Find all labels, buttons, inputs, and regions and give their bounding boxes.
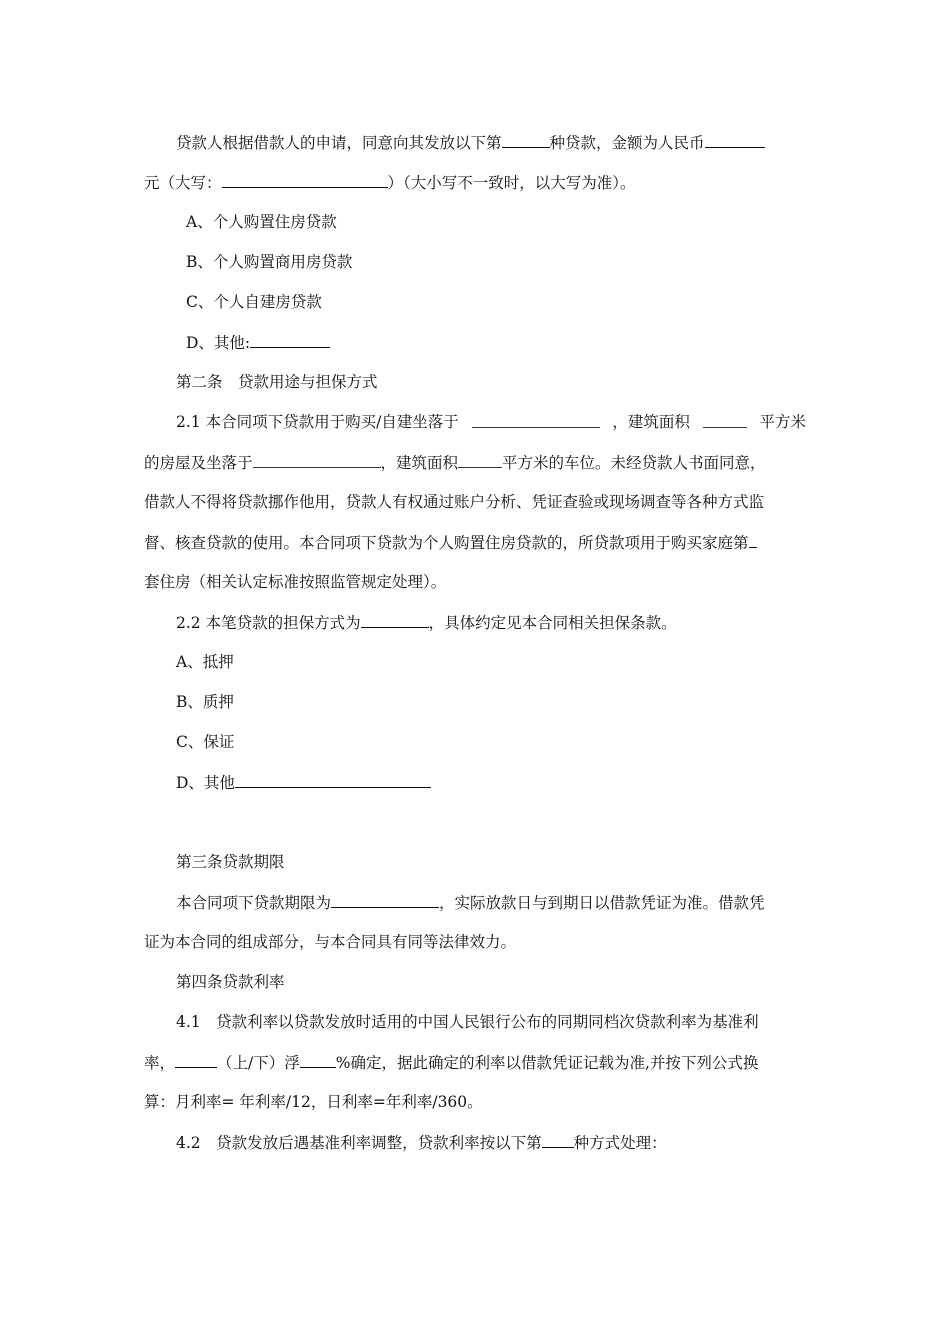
text: ，具体约定见本合同相关担保条款。 xyxy=(428,614,677,632)
loan-term-blank[interactable] xyxy=(331,892,439,908)
parking-location-blank[interactable] xyxy=(253,452,381,468)
text: 元（大写： xyxy=(144,174,222,192)
article-3-line1 xyxy=(176,892,765,913)
text: ，建筑面积 xyxy=(380,454,459,472)
adjustment-method-blank[interactable] xyxy=(542,1132,574,1148)
floor-area-blank[interactable] xyxy=(703,412,747,428)
amount-blank[interactable] xyxy=(705,132,765,148)
text: 种方式处理： xyxy=(573,1134,667,1152)
text: 的房屋及坐落于 xyxy=(144,454,253,472)
guarantee-method-blank[interactable] xyxy=(361,612,429,628)
section-4-1-line3: 算：月利率= 年利率/12，日利率=年利率/360。 xyxy=(144,1093,483,1111)
property-location-blank[interactable] xyxy=(472,412,600,428)
text: ）（大小写不一致时，以大写为准）。 xyxy=(387,174,636,192)
section-2-1-line4 xyxy=(144,532,757,553)
text: 2.2 本笔贷款的担保方式为 xyxy=(176,614,361,632)
section-2-1-line3: 借款人不得将贷款挪作他用，贷款人有权通过账户分析、凭证查验或现场调查等各种方式监 xyxy=(144,493,765,511)
text: 2.1 本合同项下贷款用于购买/自建坐落于 xyxy=(176,413,459,431)
float-percent-blank[interactable] xyxy=(300,1052,336,1068)
loan-type-blank[interactable] xyxy=(502,132,550,148)
text: 率， xyxy=(144,1054,176,1072)
paragraph-loan-grant-line2 xyxy=(144,172,636,193)
text: ，实际放款日与到期日以借款凭证为准。借款凭 xyxy=(439,894,765,912)
text: 贷款人根据借款人的申请，同意向其发放以下第 xyxy=(176,134,502,152)
other-loan-type-blank[interactable] xyxy=(250,332,330,348)
text: 4.2 贷款发放后遇基准利率调整，贷款利率按以下第 xyxy=(176,1134,542,1152)
text: %确定，据此确定的利率以借款凭证记载为准,并按下列公式换 xyxy=(335,1054,759,1072)
text: （上/下）浮 xyxy=(217,1054,300,1072)
home-number-blank[interactable] xyxy=(749,532,757,548)
guarantee-option-d xyxy=(176,772,431,793)
section-2-1-line2 xyxy=(144,452,766,473)
text: ，建筑面积 xyxy=(612,413,690,431)
paragraph-loan-grant-line1 xyxy=(176,132,765,153)
guarantee-option-c: C、保证 xyxy=(176,733,235,751)
loan-type-option-c: C、个人自建房贷款 xyxy=(186,293,322,311)
section-4-2 xyxy=(176,1132,667,1153)
article-4-heading: 第四条贷款利率 xyxy=(176,973,285,991)
text: 督、核查贷款的使用。本合同项下贷款为个人购置住房贷款的，所贷款项用于购买家庭第 xyxy=(144,534,749,552)
guarantee-option-a: A、抵押 xyxy=(176,653,234,671)
text: 种贷款，金额为人民币 xyxy=(549,134,705,152)
other-guarantee-blank[interactable] xyxy=(235,772,431,788)
section-2-1-line1 xyxy=(176,412,806,432)
float-direction-blank[interactable] xyxy=(175,1052,217,1068)
text: 本合同项下贷款期限为 xyxy=(176,894,332,912)
section-2-2 xyxy=(176,612,677,633)
amount-uppercase-blank[interactable] xyxy=(222,172,388,188)
guarantee-option-b: B、质押 xyxy=(176,693,234,711)
loan-type-option-a: A、个人购置住房贷款 xyxy=(186,213,337,231)
text: 平方米 xyxy=(759,413,806,431)
article-3-heading: 第三条贷款期限 xyxy=(176,853,285,871)
text: 平方米的车位。未经贷款人书面同意， xyxy=(502,454,766,472)
text: D、其他: xyxy=(186,334,251,352)
parking-area-blank[interactable] xyxy=(458,452,502,468)
text: D、其他 xyxy=(176,774,235,792)
section-2-1-line5: 套住房（相关认定标准按照监管规定处理）。 xyxy=(144,573,447,591)
loan-type-option-d xyxy=(186,332,330,353)
loan-type-option-b: B、个人购置商用房贷款 xyxy=(186,253,353,271)
section-4-1-line1: 4.1 贷款利率以贷款发放时适用的中国人民银行公布的同期同档次贷款利率为基准利 xyxy=(176,1013,759,1031)
article-2-heading: 第二条 贷款用途与担保方式 xyxy=(176,373,378,391)
article-3-line2: 证为本合同的组成部分，与本合同具有同等法律效力。 xyxy=(144,933,517,951)
section-4-1-line2 xyxy=(144,1052,758,1073)
